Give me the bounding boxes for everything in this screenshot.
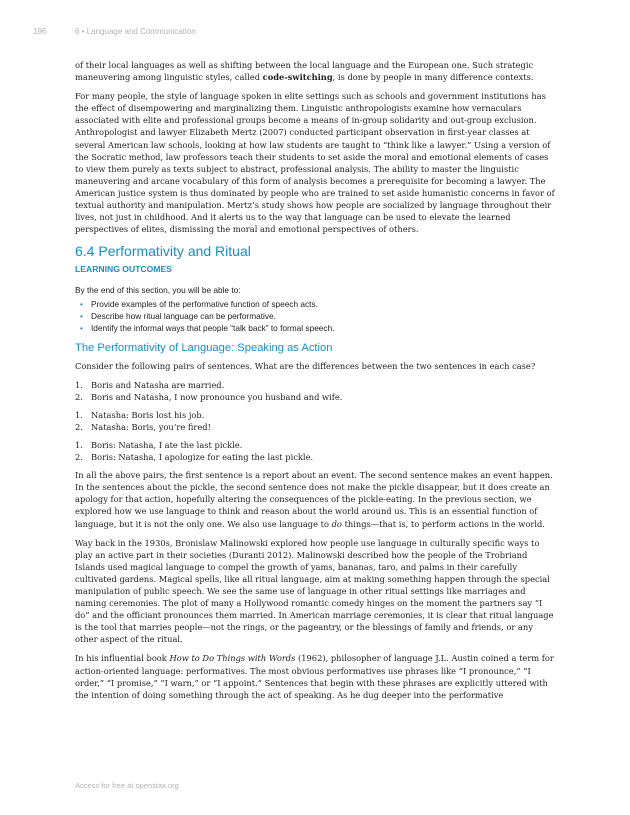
list-text: Natasha: Boris, you’re fired! xyxy=(91,421,211,432)
sentence-pair-1 xyxy=(75,379,557,403)
subsection-title: The Performativity of Language: Speaking as Action xyxy=(75,341,333,354)
paragraph-text: things—that is, to perform actions in the world. xyxy=(341,518,545,529)
bullet-icon: • xyxy=(80,298,83,309)
chapter-title: 6 • Language and Communication xyxy=(75,27,196,36)
list-number: 1. xyxy=(75,379,83,390)
main-content xyxy=(75,59,557,708)
bullet-icon: • xyxy=(80,322,83,333)
emphasis: do xyxy=(331,518,342,529)
footer-access-link[interactable]: Access for free at openstax.org xyxy=(75,781,179,790)
list-item xyxy=(75,409,557,421)
list-item xyxy=(75,379,557,391)
paragraph-mertz: For many people, the style of language spoken in elite settings such as schools and government institutions has the effect of disempowering and marginalizing them. Linguistic anthropologists examine how vernaculars associated with elite and professional groups become a means of in-group solidarity and out-group exclusion. Anthropologist and lawyer Elizabeth Mertz (2007) conducted participant observation in first-year classes at several American law schools, looking at how law students are taught to “think like a lawyer.” Using a version of the Socratic method, law professors teach their students to set aside the moral and emotional elements of cases to view them purely as texts subject to abstract, professional analysis. The ability to master the linguistic maneuvering and arcane vocabulary of this form of analysis becomes a prerequisite for becoming a lawyer. The American justice system is thus dominated by people who are trained to set aside humanistic concerns in favor of textual authority and manipulation. Mertz’s study shows how people are socialized by language throughout their lives, not just in childhood. And it alerts us to the way that language can be used to elevate the learned perspectives of elites, dismissing the moral and emotional perspectives of others. xyxy=(75,91,555,235)
page-number: 196 xyxy=(33,27,47,36)
paragraph-text: (1962), philosopher of language J.L. Austin coined a term for action-oriented language: performatives. The most obvious performatives use phrases like “I pronounce,” “I order,” “I promise,” “I warn,” or “I appoint.” Sentences that begin with these phrases are explicitly uttered with the intention of doing something through the act of speaking. As he dug deeper into the performative xyxy=(75,653,554,700)
paragraph-text: In all the above pairs, the first sentence is a report about an event. The second sentence makes an event happen. In the sentences about the pickle, the second sentence does not make the pickle disappear, but it does create an apology for that action, hopefully altering the consequences of the pickle-eating. In the previous section, we explored how we use language to think and reason about the world around us. This is an essential function of language, but it is not the only one. We also use language to xyxy=(75,470,553,529)
outcome-text: Provide examples of the performative function of speech acts. xyxy=(91,298,318,309)
list-item xyxy=(75,322,557,334)
list-number: 2. xyxy=(75,421,83,432)
section-title: 6.4 Performativity and Ritual xyxy=(75,243,251,260)
paragraph-code-switching xyxy=(75,59,557,83)
running-head xyxy=(33,27,196,36)
list-number: 2. xyxy=(75,391,83,402)
list-text: Boris: Natasha, I apologize for eating the last pickle. xyxy=(91,452,314,463)
learning-outcomes-heading: LEARNING OUTCOMES xyxy=(75,264,172,275)
book-title: How to Do Things with Words xyxy=(169,653,296,664)
list-item xyxy=(75,451,557,463)
outcome-text: Identify the informal ways that people “talk back” to formal speech. xyxy=(91,322,335,333)
sentence-pair-2 xyxy=(75,409,557,433)
paragraph-austin xyxy=(75,652,557,700)
list-number: 1. xyxy=(75,409,83,420)
list-item xyxy=(75,439,557,451)
list-text: Boris and Natasha, I now pronounce you husband and wife. xyxy=(91,391,343,402)
list-text: Natasha: Boris lost his job. xyxy=(91,409,205,420)
paragraph-text: , is done by people in many difference contexts. xyxy=(332,72,534,83)
sentence-pair-3 xyxy=(75,439,557,463)
list-item xyxy=(75,298,557,310)
outcome-text: Describe how ritual language can be performative. xyxy=(91,310,276,321)
list-item xyxy=(75,421,557,433)
key-term: code-switching xyxy=(262,72,333,83)
paragraph-malinowski: Way back in the 1930s, Bronislaw Malinowski explored how people use language in culturally specific ways to play an active part in their societies (Duranti 2012). Malinowski described how the people of the Trobriand Islands used magical language to compel the growth of yams, bananas, taro, and palms in their carefully cultivated gardens. Magical spells, like all ritual language, aim at making something happen through the special manipulation of public speech. We see the same use of language in other ritual settings like marriages and naming ceremonies. The plot of many a Hollywood romantic comedy hinges on the moment the partners say “I do” and the officiant pronounces them married. In American marriage ceremonies, it is clear that ritual language is the tool that marries people—not the rings, or the pageantry, or the blessings of family and friends, or any other aspect of the ritual. xyxy=(75,537,554,645)
list-number: 1. xyxy=(75,439,83,450)
list-text: Boris and Natasha are married. xyxy=(91,379,225,390)
subsection-intro: Consider the following pairs of sentences. What are the differences between the two sentences in each case? xyxy=(75,360,536,371)
list-item xyxy=(75,310,557,322)
list-text: Boris: Natasha, I ate the last pickle. xyxy=(91,439,243,450)
bullet-icon: • xyxy=(80,310,83,321)
paragraph-text: In his influential book xyxy=(75,653,170,664)
list-item xyxy=(75,391,557,403)
list-number: 2. xyxy=(75,452,83,463)
learning-outcomes-intro: By the end of this section, you will be able to: xyxy=(75,285,241,296)
learning-outcomes-list xyxy=(75,298,557,334)
paragraph-text: of their local languages as well as shifting between the local language and the European one. Such strategic maneuvering among linguistic styles, called xyxy=(75,60,534,83)
paragraph-pairs-explanation xyxy=(75,469,557,529)
